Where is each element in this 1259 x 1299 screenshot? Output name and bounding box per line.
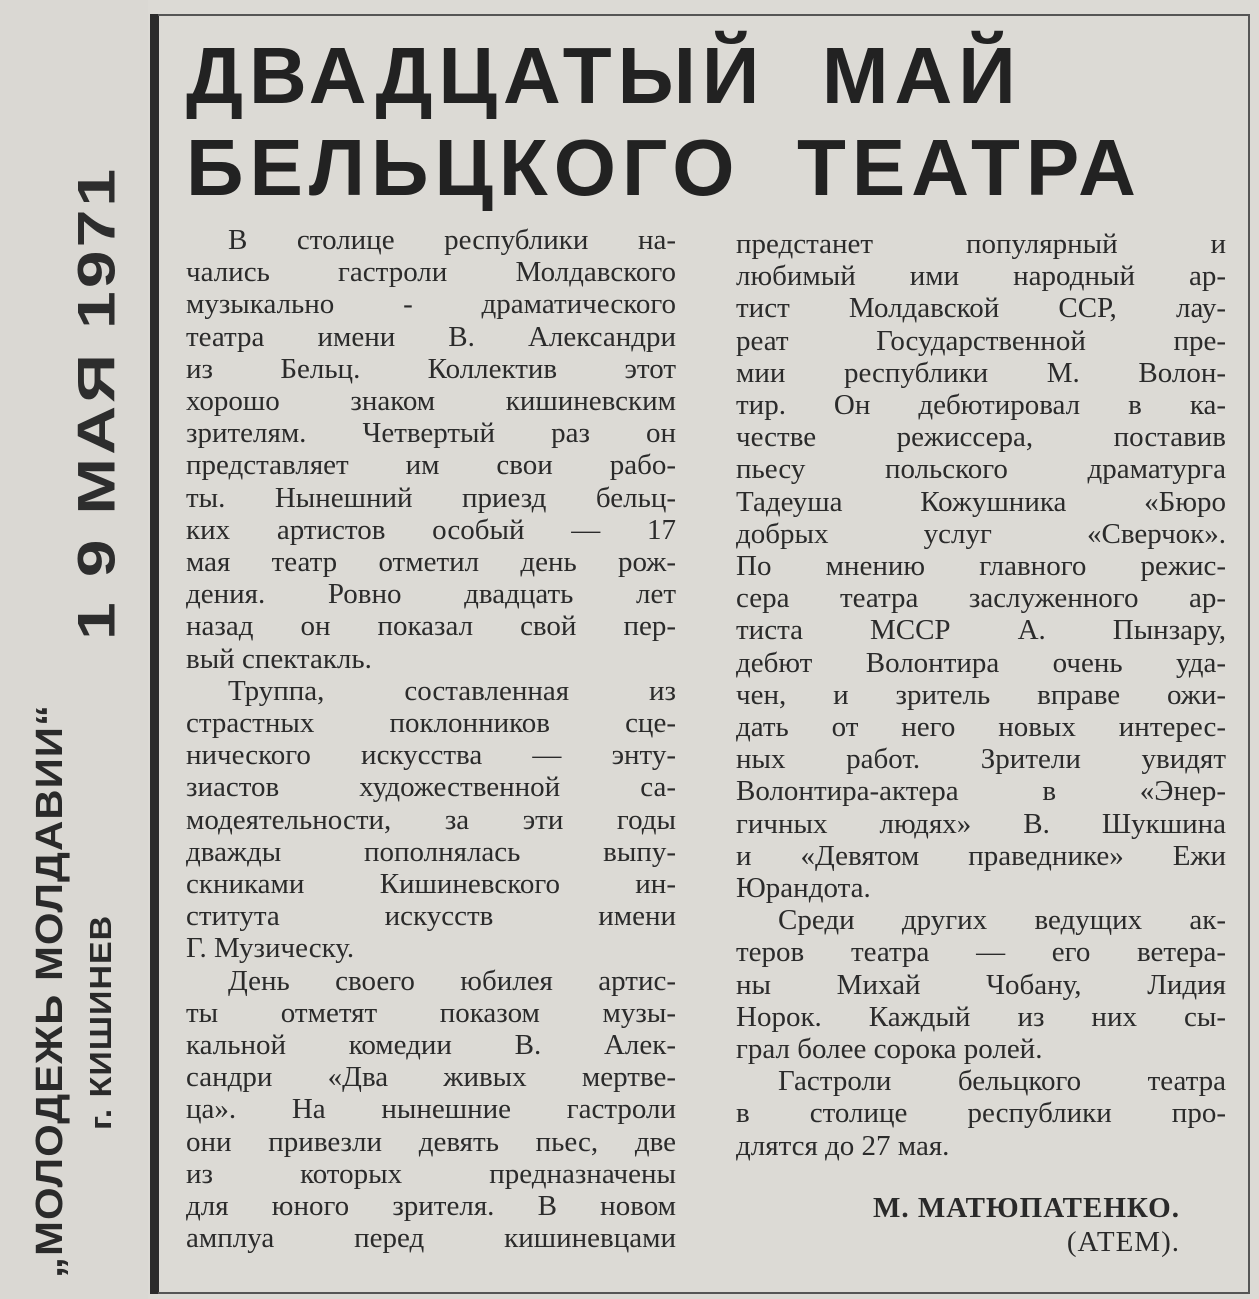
article-line: дать от него новых интерес- bbox=[736, 711, 1226, 744]
article-line: зиастов художественной са- bbox=[186, 771, 676, 804]
article-line: и «Девятом праведнике» Ежи bbox=[736, 839, 1226, 872]
article-line: мии республики М. Волон- bbox=[736, 356, 1226, 389]
article-line: честве режиссера, поставив bbox=[736, 421, 1226, 454]
news-agency: (АТЕМ). bbox=[1066, 1226, 1180, 1258]
date-stamp: 1 9 МАЯ 1971 bbox=[66, 165, 127, 640]
article-line: хорошо знаком кишиневским bbox=[186, 385, 676, 418]
article-line: ты отметят показом музы- bbox=[186, 996, 676, 1029]
author-signature: М. МАТЮПАТЕНКО. bbox=[873, 1192, 1180, 1224]
article-line: ты. Нынешний приезд бельц- bbox=[186, 481, 676, 514]
article-line: пьесу польского драматурга bbox=[736, 453, 1226, 486]
article-line: зрителям. Четвертый раз он bbox=[186, 417, 676, 450]
article-line: любимый ими народный ар- bbox=[736, 260, 1226, 293]
article-line: Г. Музическу. bbox=[186, 932, 355, 965]
article-line: ких артистов особый — 17 bbox=[186, 513, 676, 546]
article-line: театра имени В. Александри bbox=[186, 320, 676, 353]
article-line: Юрандота. bbox=[736, 872, 871, 905]
article-column-right bbox=[736, 228, 1226, 1162]
article-line: тир. Он дебютировал в ка- bbox=[736, 389, 1226, 422]
article-line: назад он показал свой пер- bbox=[186, 610, 676, 643]
article-line: Труппа, составленная из bbox=[228, 674, 676, 707]
article-line: предстанет популярный и bbox=[736, 228, 1226, 260]
article-line: скниками Кишиневского ин- bbox=[186, 868, 676, 901]
stamp-strip bbox=[0, 0, 148, 1299]
article-line: в столице республики про- bbox=[736, 1097, 1226, 1130]
article-line: грал более сорока ролей. bbox=[736, 1033, 1043, 1066]
article-line: музыкально - драматического bbox=[186, 288, 676, 321]
article-line: тист Молдавской ССР, лау- bbox=[736, 292, 1226, 325]
article-line: они привезли девять пьес, две bbox=[186, 1125, 676, 1158]
headline-line-1: ДВАДЦАТЫЙ МАЙ bbox=[186, 31, 1022, 120]
article-line: Волонтира-актера в «Энер- bbox=[736, 775, 1226, 808]
article-line: представляет им свои рабо- bbox=[186, 449, 676, 482]
article-line: Среди других ведущих ак- bbox=[778, 904, 1226, 937]
article-line: Гастроли бельцкого театра bbox=[778, 1065, 1226, 1098]
article-line: для юного зрителя. В новом bbox=[186, 1190, 676, 1223]
article-line: ститута искусств имени bbox=[186, 900, 676, 933]
article-column-left bbox=[186, 224, 676, 1255]
article-line: сандри «Два живых мертве- bbox=[186, 1061, 676, 1094]
article-line: из Бельц. Коллектив этот bbox=[186, 352, 676, 385]
headline-line-2: БЕЛЬЦКОГО ТЕАТРА bbox=[186, 123, 1142, 212]
article-line: День своего юбилея артис- bbox=[228, 964, 676, 997]
article-line: модеятельности, за эти годы bbox=[186, 803, 676, 836]
article-line: гичных людях» В. Шукшина bbox=[736, 807, 1226, 840]
article-line: чались гастроли Молдавского bbox=[186, 256, 676, 289]
newspaper-name-stamp: „МОЛОДЕЖЬ МОЛДАВИИ“ bbox=[28, 704, 71, 1278]
article-line: нического искусства — энту- bbox=[186, 739, 676, 772]
article-line: ца». На нынешние гастроли bbox=[186, 1093, 676, 1126]
article-line: дважды пополнялась выпу- bbox=[186, 835, 676, 868]
article-line: тиста МССР А. Пынзару, bbox=[736, 614, 1226, 647]
article-line: дения. Ровно двадцать лет bbox=[186, 578, 676, 611]
article-line: из которых предназначены bbox=[186, 1157, 676, 1190]
article-line: дебют Волонтира очень уда- bbox=[736, 646, 1226, 679]
article-line: По мнению главного режис- bbox=[736, 550, 1226, 583]
article-line: длятся до 27 мая. bbox=[736, 1129, 950, 1162]
article-line: чен, и зритель вправе ожи- bbox=[736, 678, 1226, 711]
article-line: Тадеуша Кожушника «Бюро bbox=[736, 485, 1226, 518]
article-line: вый спектакль. bbox=[186, 642, 372, 675]
article-line: теров театра — его ветера- bbox=[736, 936, 1226, 969]
article-line: кальной комедии В. Алек- bbox=[186, 1029, 676, 1062]
city-stamp: г. КИШИНЕВ bbox=[84, 914, 119, 1130]
article-line: Норок. Каждый из них сы- bbox=[736, 1000, 1226, 1033]
article-line: страстных поклонников сце- bbox=[186, 707, 676, 740]
article-line: реат Государственной пре- bbox=[736, 324, 1226, 357]
article-line: амплуа перед кишиневцами bbox=[186, 1222, 676, 1255]
article-line: ных работ. Зрители увидят bbox=[736, 743, 1226, 776]
article-line: В столице республики на- bbox=[228, 224, 676, 256]
article-headline bbox=[186, 30, 1226, 214]
article-line: добрых услуг «Сверчок». bbox=[736, 517, 1226, 550]
article-line: мая театр отметил день рож- bbox=[186, 546, 676, 579]
article-line: сера театра заслуженного ар- bbox=[736, 582, 1226, 615]
article-line: ны Михай Чобану, Лидия bbox=[736, 968, 1226, 1001]
